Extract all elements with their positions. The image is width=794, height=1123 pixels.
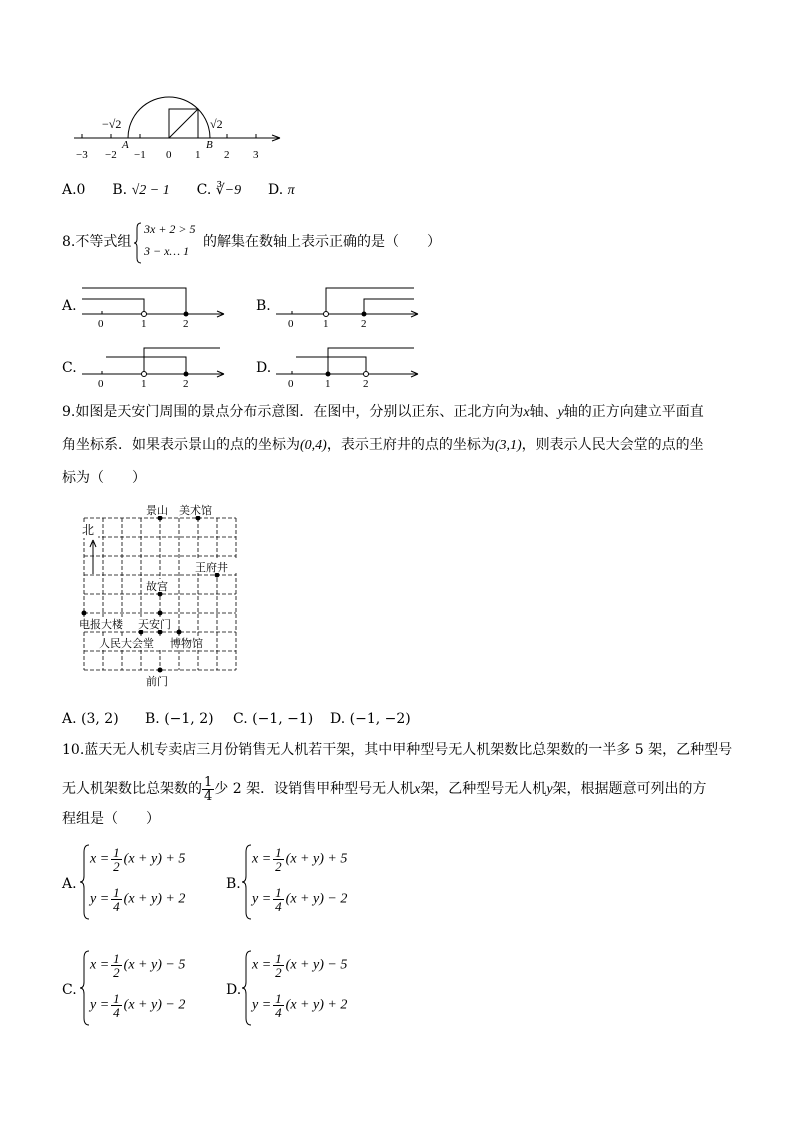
- q9-stem-line-1: [62, 402, 704, 423]
- point-dianbao: [82, 611, 87, 616]
- var-x: x: [414, 782, 421, 797]
- map-label-bowuguan: 博物馆: [170, 638, 203, 650]
- q9-text-5: ，表示王府井的点的坐标为: [326, 437, 495, 453]
- map-label-dianbao: 电报大楼: [79, 619, 123, 631]
- map-label-gugong: 故宫: [146, 581, 168, 593]
- q9-stem-line-3: 标为（ ）: [62, 470, 146, 486]
- q7-option-d-label[interactable]: D.: [268, 182, 284, 198]
- q8-system: [134, 222, 206, 264]
- tick-label: 0: [288, 318, 294, 330]
- q8-option-d-label[interactable]: D.: [256, 360, 272, 376]
- eq-1: x = $\frac{1}{2}$ (x + y) − 5: [252, 951, 348, 980]
- left-brace-icon: [80, 950, 90, 1026]
- label-point-a: A: [122, 139, 129, 151]
- var-x: x: [523, 405, 530, 420]
- map-north: 北: [82, 523, 95, 537]
- eq-2: y = $\frac{1}{4}$ (x + y) − 2: [90, 991, 186, 1020]
- q9-stem-line-2: [62, 435, 704, 456]
- q7-option-c-expr: ∛−9: [215, 183, 242, 198]
- tick-label: 0: [166, 149, 172, 161]
- q10-stem-line-1: 10.蓝天无人机专卖店三月份销售无人机若干架，其中甲种型号无人机架数比总架数的一半多 5 架，乙种型号: [62, 742, 733, 758]
- q8-option-b-label[interactable]: B.: [256, 298, 271, 314]
- tick-label: 2: [183, 378, 189, 390]
- q8-ineq-2: 3 − x… 1: [144, 244, 190, 258]
- tick-label: 1: [195, 149, 201, 161]
- frac-num: 1: [204, 774, 213, 790]
- tick-label: 1: [141, 318, 147, 330]
- q10-option-a[interactable]: [62, 842, 232, 922]
- q7-option-d-expr: π: [287, 183, 295, 198]
- coord-wangfujing: (3,1): [494, 438, 522, 453]
- left-brace-icon: [134, 222, 142, 264]
- left-brace-icon: [242, 950, 252, 1026]
- option-label: B.: [226, 876, 241, 892]
- map-label-meishuguan: 美术馆: [179, 505, 212, 517]
- option-label: C.: [62, 982, 77, 998]
- tick-label: 2: [363, 378, 369, 390]
- tick-label: 0: [98, 318, 104, 330]
- map-label-wangfujing: 王府井: [195, 562, 228, 574]
- q9-option-b[interactable]: B. (−1, 2): [145, 711, 214, 727]
- tick-label: −2: [105, 149, 117, 161]
- q9-text-3: 轴的正方向建立平面直: [563, 404, 704, 420]
- point-qianmen: [158, 668, 163, 673]
- q8-prefix: 8.不等式组: [62, 234, 132, 250]
- q9-text-1: 9.如图是天安门周围的景点分布示意图．在图中，分别以正东、正北方向为: [62, 404, 524, 420]
- map-label-qianmen: 前门: [146, 676, 168, 688]
- tick-label: 0: [98, 378, 104, 390]
- q8-ineq-1: 3x + 2 > 5: [144, 222, 196, 236]
- q10-text-a: 无人机架数比总架数的: [62, 781, 202, 797]
- eq-1: x = $\frac{1}{2}$ (x + y) + 5: [90, 845, 186, 874]
- label-neg-sqrt2: −√2: [102, 117, 122, 131]
- option-label: D.: [226, 982, 242, 998]
- eq-1: x = $\frac{1}{2}$ (x + y) + 5: [252, 845, 348, 874]
- q7-number-line-figure: [70, 92, 290, 164]
- eq-2: y = $\frac{1}{4}$ (x + y) + 2: [90, 885, 186, 914]
- q10-text-c: 架，乙种型号无人机: [420, 781, 547, 797]
- option-label: A.: [62, 876, 77, 892]
- q8-stem: [62, 232, 131, 252]
- eq-2: y = $\frac{1}{4}$ (x + y) + 2: [252, 991, 348, 1020]
- tick-label: 3: [253, 149, 259, 161]
- point-bowuguan: [177, 630, 182, 635]
- q10-stem-line-3: 程组是（ ）: [62, 811, 160, 827]
- q8-option-b-figure: [272, 280, 422, 330]
- var-y: y: [546, 782, 553, 797]
- map-label-tiananmen: 天安门: [138, 619, 171, 631]
- tick-label: 2: [224, 149, 230, 161]
- q9-option-c[interactable]: C. (−1, −1): [233, 711, 314, 727]
- tick-label: −1: [134, 149, 146, 161]
- q8-option-a-figure: [78, 280, 228, 330]
- left-brace-icon: [80, 844, 90, 920]
- q8-option-c-figure: [78, 340, 228, 392]
- label-sqrt2: √2: [210, 117, 223, 131]
- q9-text-6: ，则表示人民大会堂的点的坐: [521, 437, 704, 453]
- map-label-jingshan: 景山: [146, 505, 168, 517]
- tick-label: 1: [323, 318, 329, 330]
- tick-label: 1: [141, 378, 147, 390]
- q10-option-c[interactable]: [62, 948, 232, 1028]
- left-brace-icon: [242, 844, 252, 920]
- q7-option-b-expr: √2 − 1: [131, 183, 170, 198]
- q7-options: [62, 180, 295, 201]
- q10-text-b: 少 2 架．设销售甲种型号无人机: [214, 781, 415, 797]
- var-y: y: [557, 405, 564, 420]
- q7-option-a[interactable]: A.0: [62, 182, 86, 198]
- q9-map-figure: [74, 500, 244, 692]
- tick-label: 2: [361, 318, 367, 330]
- tick-label: −3: [76, 149, 88, 161]
- tick-label: 2: [183, 318, 189, 330]
- fraction-one-quarter: [202, 776, 214, 803]
- q7-option-c-label[interactable]: C.: [196, 182, 212, 198]
- point-tiananmen: [158, 611, 163, 616]
- eq-2: y = $\frac{1}{4}$ (x + y) − 2: [252, 885, 348, 914]
- q8-option-d-figure: [272, 340, 422, 392]
- q10-option-b[interactable]: [226, 842, 396, 922]
- label-point-b: B: [206, 139, 213, 151]
- q9-text-2: 轴、: [529, 404, 558, 420]
- q10-text-d: 架，根据题意可列出的方: [552, 781, 707, 797]
- q8-suffix: 的解集在数轴上表示正确的是（ ）: [203, 234, 441, 250]
- q10-option-d[interactable]: [226, 948, 396, 1028]
- coord-jingshan: (0,4): [300, 438, 327, 453]
- tick-label: 0: [288, 378, 294, 390]
- q8-option-c-label[interactable]: C.: [62, 360, 77, 376]
- map-label-renmin: 人民大会堂: [99, 638, 154, 650]
- frac-den: 4: [204, 788, 213, 804]
- q10-stem-line-2: [62, 771, 707, 808]
- q8-option-a-label[interactable]: A.: [62, 298, 77, 314]
- q9-option-a[interactable]: A. (3, 2): [62, 711, 119, 727]
- q7-option-b-label[interactable]: B.: [112, 182, 128, 198]
- q9-option-d[interactable]: D. (−1, −2): [330, 711, 411, 727]
- tick-label: 1: [325, 378, 331, 390]
- eq-1: x = $\frac{1}{2}$ (x + y) − 5: [90, 951, 186, 980]
- q9-text-4: 角坐标系．如果表示景山的点的坐标为: [62, 437, 300, 453]
